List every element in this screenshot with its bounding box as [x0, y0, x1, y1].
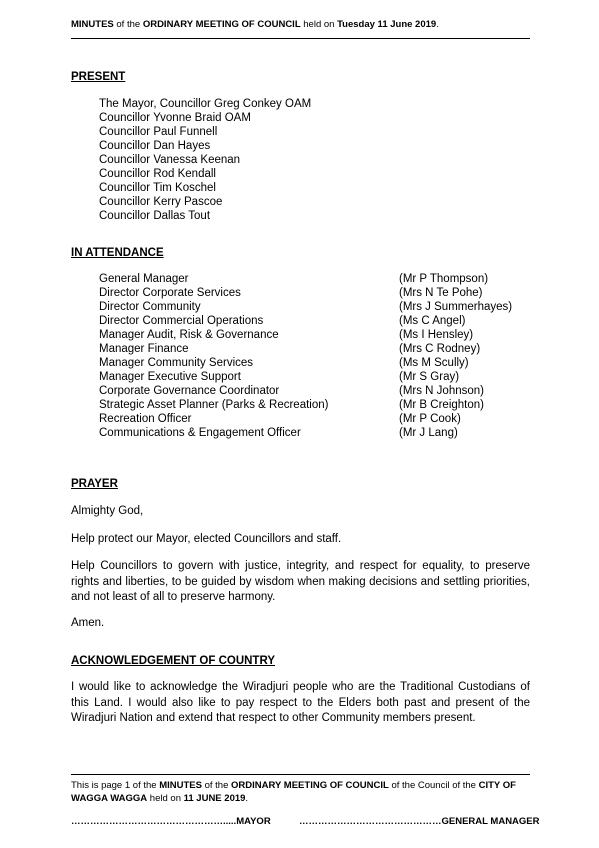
footer-text-3: of the Council of the	[388, 780, 479, 791]
attendance-row	[99, 384, 484, 398]
attendance-name: (Mr P Thompson)	[399, 273, 489, 285]
attendance-role: Manager Community Services	[99, 357, 254, 369]
attendance-name: (Mrs J Summerhayes)	[399, 301, 513, 313]
footer-text-5: .	[245, 793, 249, 804]
footer-city: CITY OF WAGGA WAGGA	[71, 780, 516, 804]
mayor-signature-line: ………………………………………….....MAYOR	[71, 816, 271, 827]
attendance-row	[99, 398, 484, 412]
attendance-role: Director Commercial Operations	[99, 315, 264, 327]
footer-date: 11 JUNE 2019	[183, 793, 246, 804]
prayer-line: Help protect our Mayor, elected Councillors and staff.	[71, 533, 342, 545]
attendance-row	[99, 370, 460, 384]
present-member: Councillor Yvonne Braid OAM	[99, 112, 251, 124]
attendance-name: (Mr S Gray)	[399, 371, 460, 383]
acknowledgement-paragraph: I would like to acknowledge the Wiradjuri people who are the Traditional Custodians of this Land. I would also like to pay respect to the Elders both past and present of the Wiradjuri Nation and extend that respect to other Community members present.	[71, 681, 530, 724]
attendance-role: Manager Executive Support	[99, 371, 241, 383]
acknowledgement-heading: ACKNOWLEDGEMENT OF COUNTRY	[71, 655, 276, 667]
attendance-row	[99, 314, 466, 328]
footer-rule	[71, 774, 530, 775]
footer-meeting: ORDINARY MEETING OF COUNCIL	[231, 780, 389, 791]
prayer-opening: Almighty God,	[71, 505, 144, 517]
present-list	[99, 97, 311, 223]
present-member: Councillor Tim Koschel	[99, 182, 216, 194]
attendance-role: General Manager	[99, 273, 189, 285]
general-manager-signature-line: ………………………………………GENERAL MANAGER	[299, 816, 540, 827]
present-member: Councillor Paul Funnell	[99, 126, 218, 138]
prayer-amen: Amen.	[71, 617, 105, 629]
attendance-row	[99, 272, 489, 286]
attendance-name: (Mrs N Te Pohe)	[399, 287, 483, 299]
attendance-name: (Mr J Lang)	[399, 427, 458, 439]
attendance-role: Strategic Asset Planner (Parks & Recreation)	[99, 399, 329, 411]
header-date: Tuesday 11 June 2019	[337, 19, 437, 30]
prayer-paragraph: Help Councillors to govern with justice, integrity, and respect for equality, to preserve rights and liberties, to be guided by wisdom when making decisions and settling priorities, and not least of all to preserve harmony.	[71, 560, 530, 603]
footer-text-1: This is page 1 of the	[71, 780, 160, 791]
attendance-role: Manager Audit, Risk & Governance	[99, 329, 279, 341]
attendance-role: Recreation Officer	[99, 413, 192, 425]
attendance-role: Manager Finance	[99, 343, 189, 355]
present-member: Councillor Kerry Pascoe	[99, 196, 223, 208]
attendance-heading: IN ATTENDANCE	[71, 247, 164, 259]
header-text-1: of the	[113, 19, 143, 30]
attendance-row	[99, 328, 474, 342]
header-text-3: .	[436, 19, 439, 30]
attendance-role: Director Community	[99, 301, 201, 313]
page-footer	[71, 779, 530, 805]
header-text-2: held on	[300, 19, 338, 30]
attendance-name: (Ms M Scully)	[399, 357, 469, 369]
attendance-name: (Ms C Angel)	[399, 315, 466, 327]
attendance-row	[99, 300, 513, 314]
attendance-name: (Mrs N Johnson)	[399, 385, 484, 397]
attendance-role: Corporate Governance Coordinator	[99, 385, 280, 397]
header-minutes: MINUTES	[71, 19, 114, 30]
present-member: Councillor Rod Kendall	[99, 168, 216, 180]
attendance-name: (Mrs C Rodney)	[399, 343, 481, 355]
footer-minutes: MINUTES	[159, 780, 202, 791]
prayer-heading: PRAYER	[71, 478, 118, 490]
attendance-name: (Mr P Cook)	[399, 413, 461, 425]
attendance-role: Communications & Engagement Officer	[99, 427, 301, 439]
present-heading: PRESENT	[71, 71, 126, 83]
attendance-row	[99, 426, 458, 440]
attendance-role: Director Corporate Services	[99, 287, 241, 299]
attendance-list	[99, 272, 513, 440]
attendance-row	[99, 342, 481, 356]
header-rule	[71, 38, 530, 39]
attendance-name: (Ms I Hensley)	[399, 329, 474, 341]
attendance-row	[99, 356, 469, 370]
present-member: Councillor Vanessa Keenan	[99, 154, 241, 166]
present-member: The Mayor, Councillor Greg Conkey OAM	[99, 98, 312, 110]
footer-text-2: of the	[201, 780, 232, 791]
present-member: Councillor Dan Hayes	[99, 140, 211, 152]
attendance-row	[99, 286, 483, 300]
attendance-row	[99, 412, 461, 426]
page-header	[71, 19, 439, 30]
present-member: Councillor Dallas Tout	[99, 210, 211, 222]
header-meeting: ORDINARY MEETING OF COUNCIL	[142, 19, 301, 30]
footer-text-4: held on	[147, 793, 184, 804]
attendance-name: (Mr B Creighton)	[399, 399, 484, 411]
